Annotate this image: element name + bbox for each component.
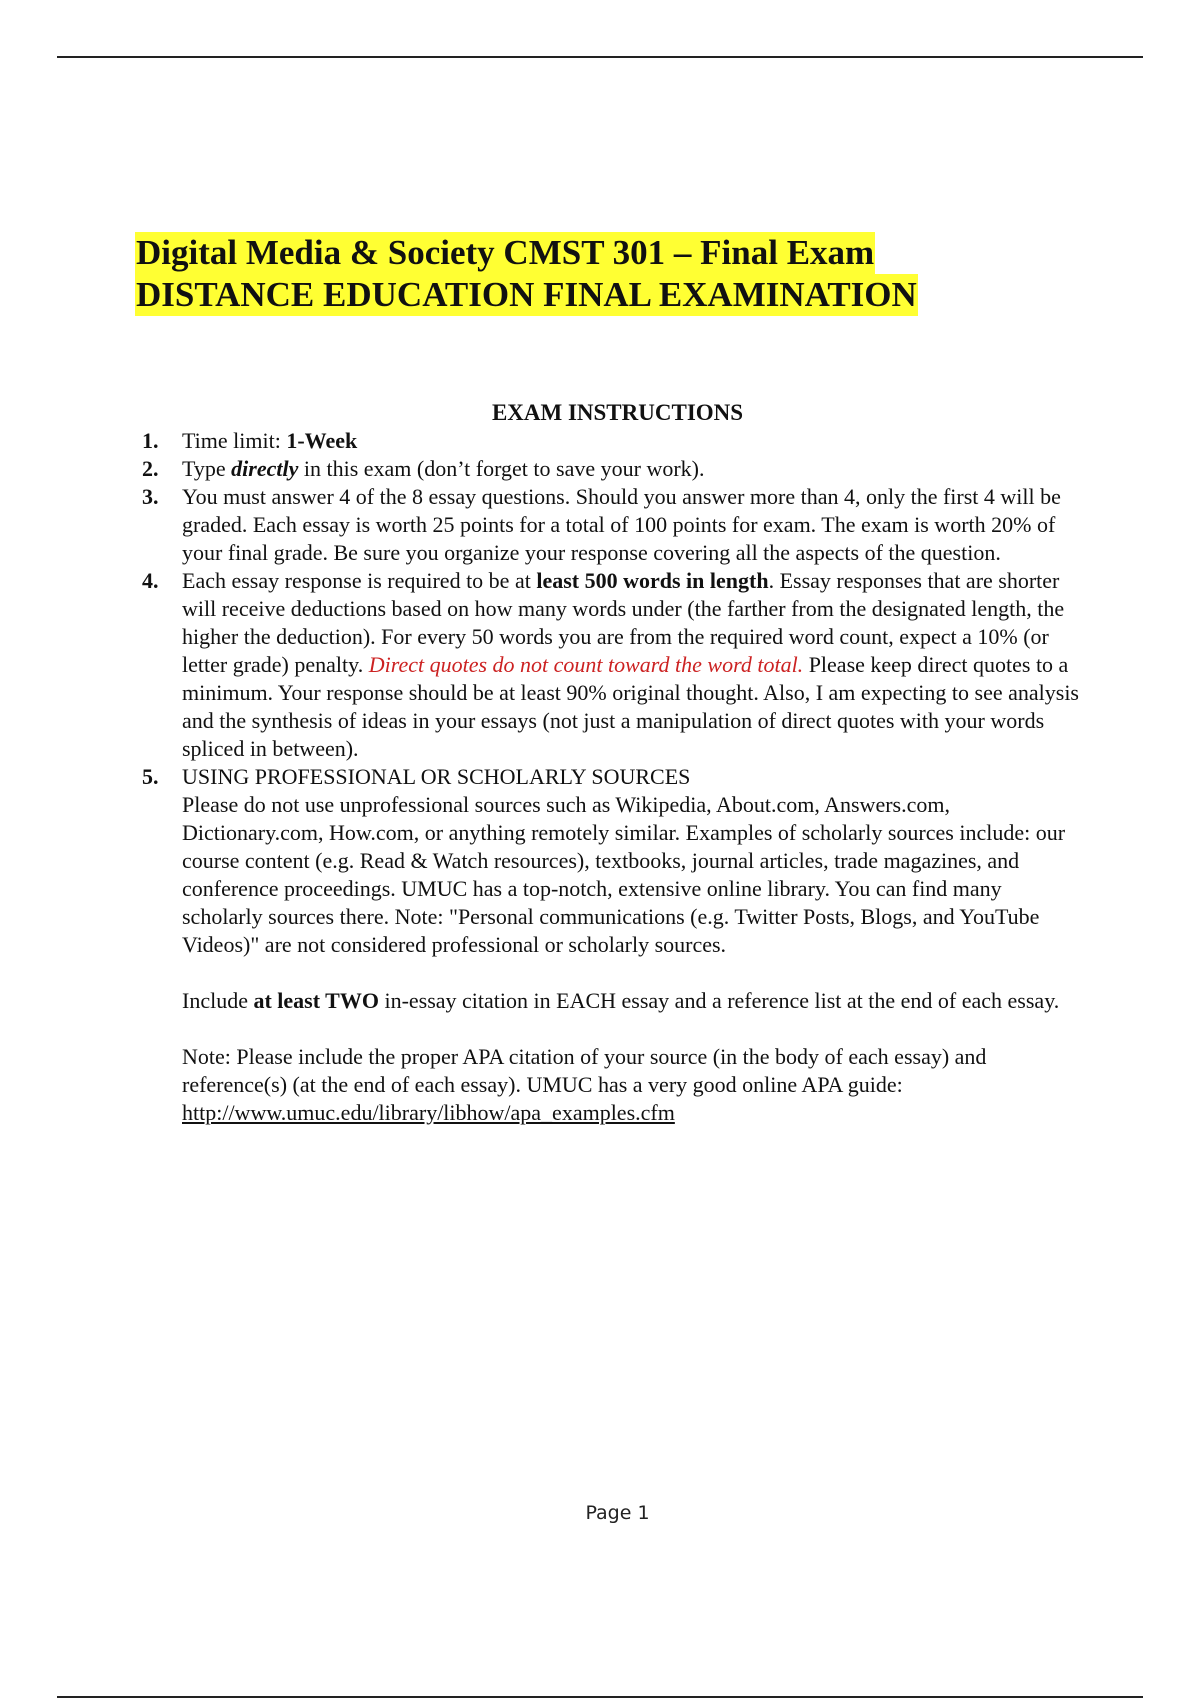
instructions-heading: EXAM INSTRUCTIONS: [491, 400, 744, 425]
list-item-time-limit: [142, 427, 1082, 455]
apa-note-paragraph: [182, 1043, 1082, 1127]
title-line-exam: DISTANCE EDUCATION FINAL EXAMINATION: [136, 275, 917, 314]
list-item-essay-count: [142, 483, 1082, 567]
bottom-rule: [57, 1696, 1143, 1698]
list-item-word-length: [142, 567, 1082, 763]
text-segment: Please keep direct quotes to a minimum. Your response should be at least 90% original thought. Also, I am expecting to see analysis and the synthesis of ideas in your essays (not just a manipulation of direct quotes with your words spliced in between).: [182, 652, 1079, 761]
list-item-number: 3.: [142, 484, 159, 509]
title-line-course: Digital Media & Society CMST 301 – Final Exam: [136, 233, 875, 272]
list-item-number: 4.: [142, 568, 159, 593]
sources-heading: USING PROFESSIONAL OR SCHOLARLY SOURCES: [182, 764, 691, 789]
list-item-sources: [142, 763, 1082, 1127]
emphasis-at-least-two: at least TWO: [253, 988, 379, 1013]
page-number: Page 1: [585, 1502, 650, 1524]
list-item-number: 1.: [142, 428, 159, 453]
sources-paragraph: Please do not use unprofessional sources such as Wikipedia, About.com, Answers.com, Dictionary.com, How.com, or anything remotely similar. Examples of scholarly sources include: our course content (e.g. Read & Watch resources), textbooks, journal articles, trade magazines, and conference proceedings. UMUC has a top-notch, extensive online library. You can find many scholarly sources there. Note: "Personal communications (e.g. Twitter Posts, Blogs, and YouTube Videos)" are not considered professional or scholarly sources.: [182, 792, 1066, 957]
time-limit-label: Time limit:: [182, 428, 287, 453]
list-item-text: [182, 567, 1082, 763]
text-segment: . Essay responses that are shorter will receive deductions based on how many words under (the farther from the designated length, the higher the deduction). For every 50 words you are from the required word count, expect a 10% (or letter grade) penalty.: [182, 568, 1065, 677]
document-title: [135, 232, 1115, 316]
paragraph-gap: [182, 1015, 1082, 1043]
list-item-number: 2.: [142, 456, 159, 481]
list-item-text: [182, 427, 1082, 455]
list-item-text: [182, 455, 1082, 483]
instructions-list: [142, 427, 1082, 1127]
text-segment: in this exam (don’t forget to save your work).: [298, 456, 705, 481]
list-item-type-directly: [142, 455, 1082, 483]
list-item-text: [182, 763, 1082, 1127]
emphasis-directly: directly: [231, 456, 299, 481]
emphasis-word-length: least 500 words in length: [536, 568, 769, 593]
text-segment: Note: Please include the proper APA citation of your source (in the body of each essay) and reference(s) (at the end of each essay). UMUC has a very good online APA guide:: [182, 1044, 987, 1097]
text-segment: Include: [182, 988, 254, 1013]
text-segment: Each essay response is required to be at: [182, 568, 537, 593]
text-segment: Type: [182, 456, 232, 481]
text-segment: in-essay citation in EACH essay and a reference list at the end of each essay.: [378, 988, 1060, 1013]
list-item-number: 5.: [142, 764, 159, 789]
apa-guide-link[interactable]: http://www.umuc.edu/library/libhow/apa_examples.cfm: [182, 1100, 675, 1125]
direct-quotes-warning: Direct quotes do not count toward the word total.: [368, 652, 804, 677]
top-rule: [57, 56, 1143, 58]
paragraph-gap: [182, 959, 1082, 987]
citation-paragraph: [182, 987, 1082, 1015]
list-item-text: You must answer 4 of the 8 essay questions. Should you answer more than 4, only the first 4 will be graded. Each essay is worth 25 points for a total of 100 points for exam. The exam is worth 20% of your final grade. Be sure you organize your response covering all the aspects of the question.: [182, 484, 1061, 565]
time-limit-value: 1-Week: [286, 428, 358, 453]
